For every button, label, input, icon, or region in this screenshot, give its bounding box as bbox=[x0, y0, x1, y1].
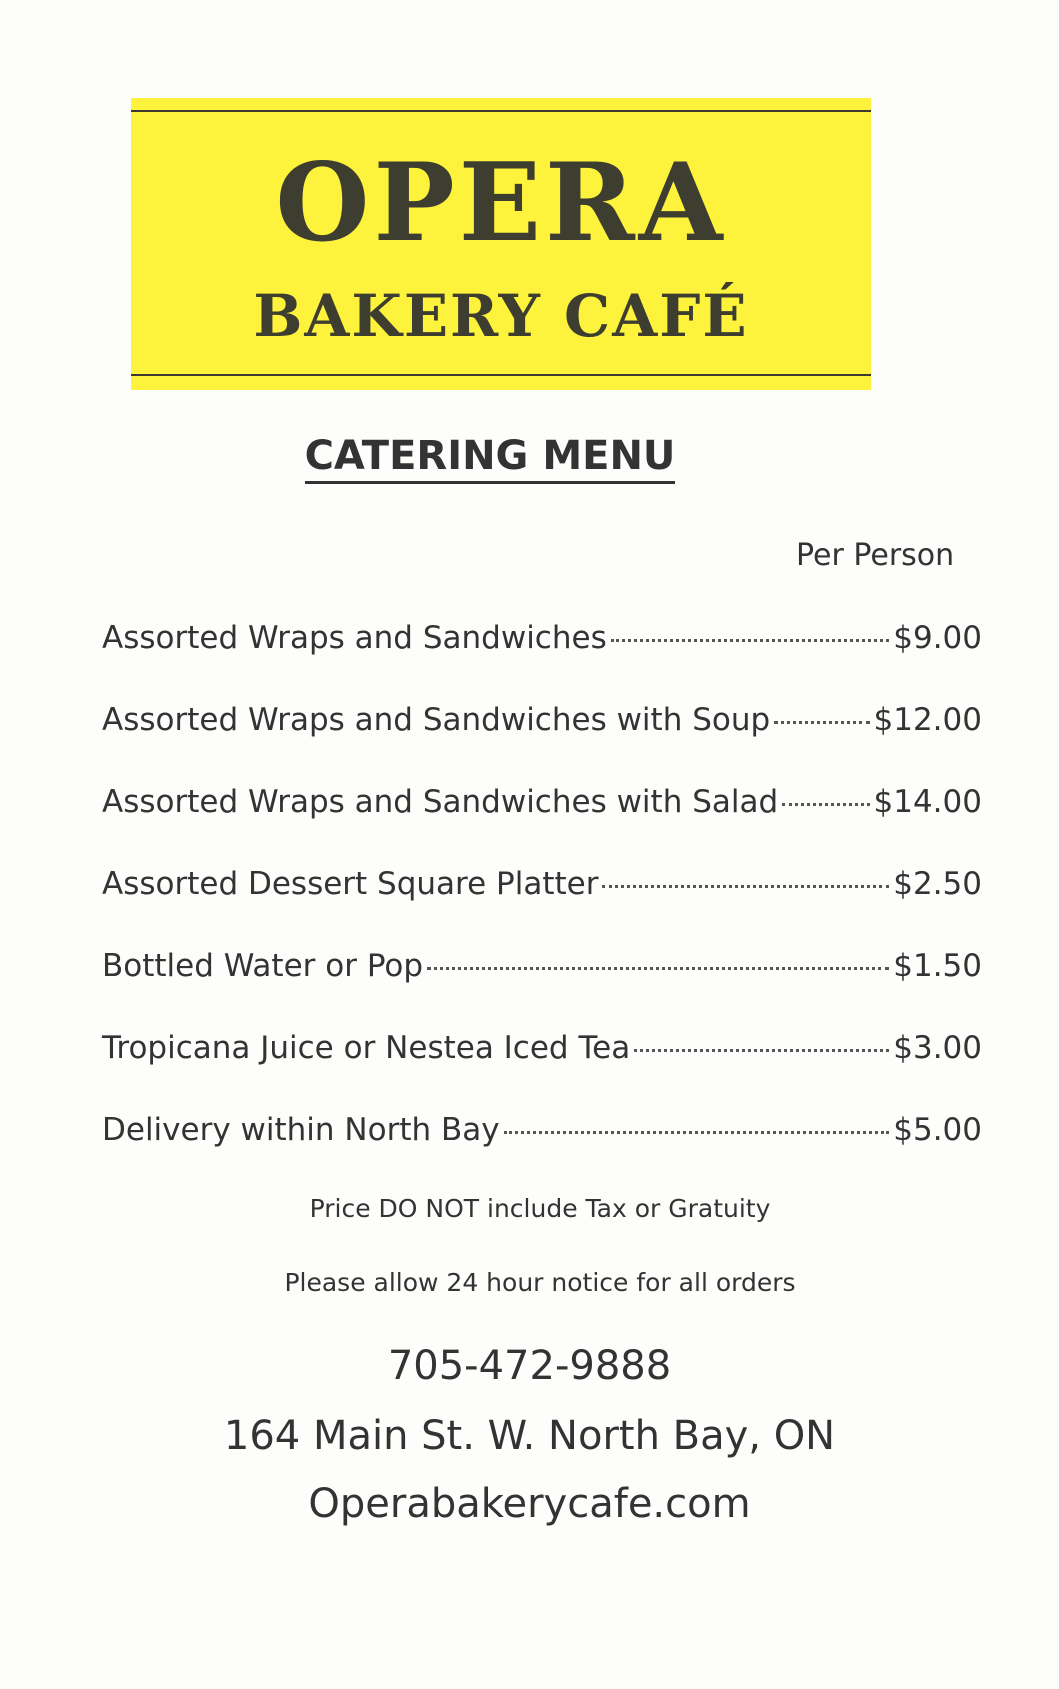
menu-item-price: $5.00 bbox=[893, 1112, 982, 1148]
price-column-label: Per Person bbox=[796, 538, 955, 573]
menu-item-name: Assorted Dessert Square Platter bbox=[102, 866, 599, 902]
logo-bottom-rule bbox=[131, 374, 871, 376]
tax-note: Price DO NOT include Tax or Gratuity bbox=[309, 1194, 771, 1223]
menu-item bbox=[102, 614, 982, 696]
menu-item-name: Delivery within North Bay bbox=[102, 1112, 500, 1148]
notice-note: Please allow 24 hour notice for all orders bbox=[284, 1268, 796, 1297]
menu-item bbox=[102, 778, 982, 860]
dot-leader bbox=[774, 721, 869, 724]
menu-item-name: Bottled Water or Pop bbox=[102, 948, 424, 984]
menu-item-name: Tropicana Juice or Nestea Iced Tea bbox=[102, 1030, 631, 1066]
dot-leader bbox=[634, 1049, 889, 1052]
dot-leader bbox=[611, 639, 890, 642]
menu-item bbox=[102, 1106, 982, 1188]
menu-item bbox=[102, 942, 982, 1024]
dot-leader bbox=[504, 1131, 890, 1134]
menu-item-name: Assorted Wraps and Sandwiches with Salad bbox=[102, 784, 779, 820]
menu-heading-text: CATERING MENU bbox=[305, 433, 676, 484]
logo-subtitle: BAKERY CAFÉ bbox=[253, 282, 749, 350]
street-address: 164 Main St. W. North Bay, ON bbox=[223, 1413, 836, 1459]
menu-item-price: $14.00 bbox=[873, 784, 982, 820]
logo-title: OPERA bbox=[275, 140, 727, 266]
menu-list bbox=[102, 614, 982, 1188]
menu-item-name: Assorted Wraps and Sandwiches with Soup bbox=[102, 702, 771, 738]
logo-banner bbox=[131, 98, 871, 390]
menu-item-price: $12.00 bbox=[873, 702, 982, 738]
menu-item-name: Assorted Wraps and Sandwiches bbox=[102, 620, 607, 656]
menu-heading bbox=[0, 428, 980, 484]
phone-number: 705-472-9888 bbox=[387, 1343, 672, 1389]
logo-top-rule bbox=[131, 110, 871, 112]
dot-leader bbox=[782, 803, 869, 806]
menu-item bbox=[102, 860, 982, 942]
dot-leader bbox=[602, 885, 889, 888]
menu-item-price: $3.00 bbox=[893, 1030, 982, 1066]
dot-leader bbox=[427, 967, 889, 970]
menu-item-price: $2.50 bbox=[893, 866, 982, 902]
menu-item-price: $9.00 bbox=[893, 620, 982, 656]
menu-item-price: $1.50 bbox=[893, 948, 982, 984]
menu-item bbox=[102, 696, 982, 778]
website-address: Operabakerycafe.com bbox=[308, 1481, 751, 1527]
menu-item bbox=[102, 1024, 982, 1106]
